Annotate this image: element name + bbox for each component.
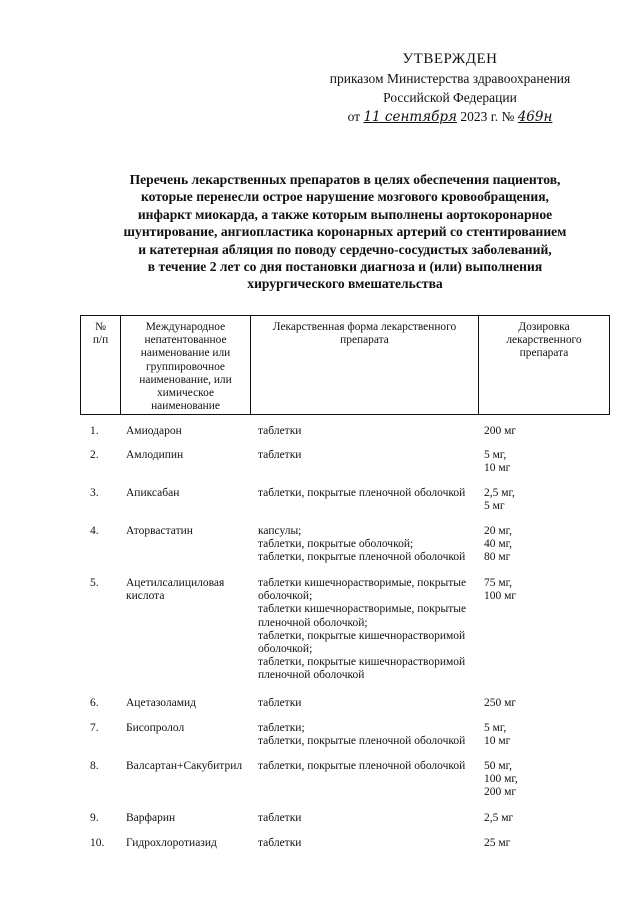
row-drug-name (126, 812, 256, 825)
approval-year: 2023 г. № (460, 109, 515, 124)
row-dosage (484, 837, 604, 850)
row-drug-name (126, 487, 256, 500)
dosage-line: 2,5 мг (484, 812, 514, 824)
header-dose-line: препарата (519, 347, 569, 360)
row-number: 6. (90, 697, 99, 709)
row-dosage-form (258, 449, 486, 462)
dosage-form-line: пленочной оболочкой; (258, 616, 368, 629)
row-number: 1. (90, 425, 99, 437)
dosage-form-line: таблетки; (258, 722, 305, 734)
drug-name-line: Валсартан+Сакубитрил (126, 760, 243, 772)
dosage-form-line: таблетки, покрытые пленочной оболочкой (258, 760, 466, 772)
dosage-form-line: таблетки (258, 697, 302, 709)
header-num-line: № (95, 321, 106, 333)
header-dose-line: лекарственного (506, 334, 582, 347)
row-dosage-form (258, 697, 486, 710)
title-line: хирургического вмешательства (247, 276, 443, 292)
row-dosage-form (258, 525, 486, 565)
row-drug-name (126, 577, 256, 603)
row-dosage-form (258, 760, 486, 773)
row-dosage (484, 697, 604, 710)
row-number: 2. (90, 449, 99, 461)
dosage-form-line: таблетки (258, 425, 302, 437)
dosage-line: 100 мг, (484, 773, 518, 786)
row-dosage-form (258, 722, 486, 748)
dosage-form-line: таблетки (258, 837, 302, 849)
dosage-form-line: таблетки кишечнорастворимые, покрытые (258, 603, 467, 616)
header-dose-line: Дозировка (518, 321, 570, 333)
dosage-line: 50 мг, (484, 760, 512, 772)
approval-prefix: от (347, 109, 361, 124)
approval-line-country: Российской Федерации (383, 90, 517, 105)
drug-name-line: Амлодипин (126, 449, 184, 461)
row-dosage-form (258, 837, 486, 850)
header-inn-line: группировочное (145, 360, 225, 373)
row-dosage-form (258, 487, 486, 500)
title-line: инфаркт миокарда, а также которым выполнены аортокоронарное (137, 206, 553, 222)
drug-name-line: Ацетазоламид (126, 697, 197, 709)
approval-date-line (300, 107, 600, 127)
row-dosage (484, 449, 604, 475)
dosage-form-line: таблетки, покрытые оболочкой; (258, 538, 414, 551)
row-dosage (484, 487, 604, 513)
row-drug-name (126, 449, 256, 462)
dosage-line: 5 мг, (484, 722, 507, 734)
dosage-form-line: таблетки, покрытые пленочной оболочкой (258, 551, 466, 564)
table-header (80, 315, 610, 415)
header-inn-line: Международное (145, 321, 226, 333)
dosage-form-line: пленочной оболочкой (258, 669, 365, 682)
row-dosage-form (258, 812, 486, 825)
row-dosage-form (258, 577, 486, 683)
title-line: и катетерная абляция по поводу сердечно-сосудистых заболеваний, (138, 241, 552, 257)
drug-name-line: Гидрохлоротиазид (126, 837, 217, 849)
header-inn-line: непатентованное (144, 334, 227, 347)
header-num (81, 316, 121, 414)
dosage-line: 20 мг, (484, 525, 512, 537)
drug-name-line: Амиодарон (126, 425, 182, 437)
dosage-line: 250 мг (484, 697, 517, 709)
title-line: шунтирование, ангиопластика коронарных артерий со стентированием (123, 224, 567, 240)
row-dosage (484, 525, 604, 565)
dosage-form-line: таблетки, покрытые кишечнорастворимой (258, 656, 466, 669)
header-num-line: п/п (92, 334, 109, 347)
drug-name-line: Апиксабан (126, 487, 180, 499)
dosage-form-line: оболочкой; (258, 590, 313, 603)
header-form-line: препарата (340, 334, 389, 347)
row-number: 10. (90, 837, 105, 849)
header-dose (479, 316, 609, 414)
header-inn-line: химическое (156, 387, 215, 400)
row-number: 5. (90, 577, 99, 589)
title-line: Перечень лекарственных препаратов в целях обеспечения пациентов, (129, 172, 561, 187)
row-dosage-form (258, 425, 486, 438)
dosage-form-line: таблетки кишечнорастворимые, покрытые (258, 577, 467, 589)
dosage-line: 200 мг (484, 786, 517, 799)
header-inn-line: наименование (151, 400, 220, 413)
dosage-form-line: таблетки, покрытые пленочной оболочкой (258, 487, 466, 499)
dosage-line: 5 мг (484, 500, 505, 513)
approval-line-ministry: приказом Министерства здравоохранения (329, 71, 571, 86)
dosage-line: 10 мг (484, 735, 511, 748)
approval-title: УТВЕРЖДЕН (402, 51, 498, 67)
dosage-line: 40 мг, (484, 538, 512, 551)
dosage-line: 100 мг (484, 590, 517, 603)
dosage-form-line: таблетки, покрытые кишечнорастворимой (258, 629, 466, 642)
header-inn-line: наименование, или (139, 373, 232, 386)
dosage-form-line: капсулы; (258, 525, 302, 537)
row-number: 8. (90, 760, 99, 772)
row-drug-name (126, 837, 256, 850)
title-line: в течение 2 лет со дня постановки диагноза и (или) выполнения (147, 259, 543, 275)
header-inn (121, 316, 251, 414)
header-form-line: Лекарственная форма лекарственного (272, 321, 457, 333)
row-dosage (484, 577, 604, 603)
header-inn-line: наименование или (140, 347, 231, 360)
dosage-line: 80 мг (484, 551, 511, 564)
row-number: 9. (90, 812, 99, 824)
dosage-form-line: таблетки, покрытые пленочной оболочкой (258, 735, 466, 748)
dosage-line: 75 мг, (484, 577, 512, 589)
dosage-line: 5 мг, (484, 449, 507, 461)
header-form (251, 316, 479, 414)
row-drug-name (126, 697, 256, 710)
row-number: 7. (90, 722, 99, 734)
row-drug-name (126, 425, 256, 438)
dosage-line: 2,5 мг, (484, 487, 515, 499)
row-dosage (484, 425, 604, 438)
dosage-line: 25 мг (484, 837, 511, 849)
row-number: 3. (90, 487, 99, 499)
document-title (90, 171, 600, 293)
dosage-line: 10 мг (484, 462, 511, 475)
approval-number: 469н (517, 109, 553, 125)
drug-name-line: Аторвастатин (126, 525, 193, 537)
drug-name-line: Ацетилсалициловая (126, 577, 225, 589)
drug-name-line: Бисопролол (126, 722, 185, 734)
dosage-form-line: таблетки (258, 812, 302, 824)
dosage-form-line: оболочкой; (258, 643, 313, 656)
row-dosage (484, 722, 604, 748)
drug-name-line: кислота (126, 590, 165, 603)
row-number: 4. (90, 525, 99, 537)
dosage-line: 200 мг (484, 425, 517, 437)
row-drug-name (126, 525, 256, 538)
drug-name-line: Варфарин (126, 812, 176, 824)
approval-block (300, 50, 600, 127)
title-line: которые перенесли острое нарушение мозгового кровообращения, (141, 189, 549, 205)
row-drug-name (126, 760, 256, 773)
row-drug-name (126, 722, 256, 735)
dosage-form-line: таблетки (258, 449, 302, 461)
row-dosage (484, 812, 604, 825)
row-dosage (484, 760, 604, 800)
approval-date: 11 сентября (363, 109, 457, 125)
